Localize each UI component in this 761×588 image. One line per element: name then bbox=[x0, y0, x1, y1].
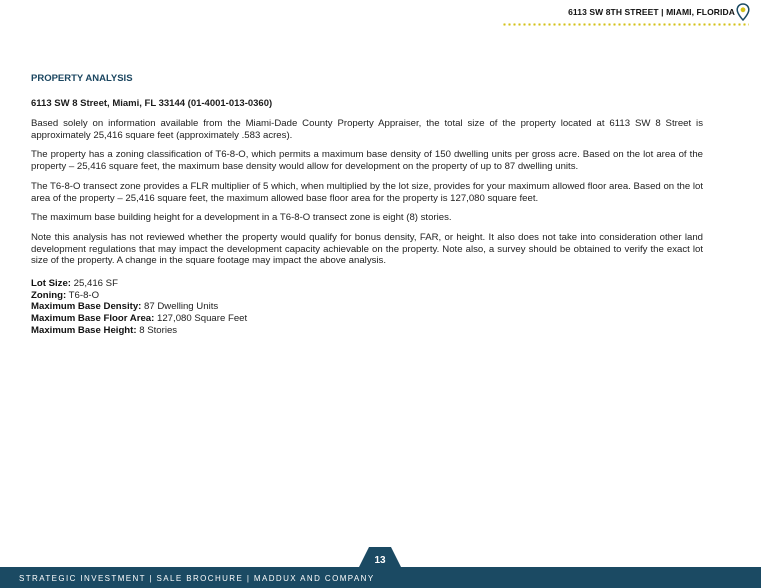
fact-label: Maximum Base Height: bbox=[31, 324, 137, 336]
paragraph-building-height: The maximum base building height for a development in a T6-8-O transect zone is eight (8) stories. bbox=[31, 212, 452, 224]
paragraph-floor-area: The T6-8-O transect zone provides a FLR multiplier of 5 which, when multiplied by the lot size, provides for your maximum allowed floor area. Based on the lot area of the property – 25,416 square feet, the maximum allowed base floor area for the property is 127,080 square feet. bbox=[31, 180, 703, 204]
header-address: 6113 SW 8TH STREET | MIAMI, FLORIDA bbox=[568, 7, 735, 17]
fact-label: Maximum Base Floor Area: bbox=[31, 313, 155, 325]
section-title: PROPERTY ANALYSIS bbox=[31, 73, 133, 84]
fact-lot-size bbox=[31, 278, 703, 290]
fact-label: Zoning: bbox=[31, 289, 67, 301]
fact-value: 25,416 SF bbox=[73, 278, 118, 290]
fact-max-density bbox=[31, 301, 703, 313]
paragraph-zoning-density: The property has a zoning classification of T6-8-O, which permits a maximum base density of 150 dwelling units per gross acre. Based on the lot area of the property – 25,416 square feet, the maximum base density would allow for development on the property of up to 87 dwelling units. bbox=[31, 149, 703, 173]
map-pin-icon bbox=[736, 3, 750, 21]
property-analysis-section bbox=[31, 73, 703, 337]
fact-max-floor-area bbox=[31, 313, 703, 325]
fact-zoning bbox=[31, 290, 703, 302]
key-facts-list bbox=[31, 278, 703, 337]
footer-bar bbox=[0, 567, 761, 588]
property-address-subtitle: 6113 SW 8 Street, Miami, FL 33144 (01-4001-013-0360) bbox=[31, 98, 273, 109]
paragraph-lot-size: Based solely on information available from the Miami-Dade County Property Appraiser, the total size of the property located at 6113 SW 8 Street is approximately 25,416 square feet (approximately .583 acres). bbox=[31, 118, 703, 141]
footer-text: STRATEGIC INVESTMENT | SALE BROCHURE | MADDUX AND COMPANY bbox=[19, 574, 375, 583]
fact-label: Maximum Base Density: bbox=[31, 301, 142, 313]
paragraph-disclaimer: Note this analysis has not reviewed whether the property would qualify for bonus density, FAR, or height. It also does not take into consideration other land development regulations that may impact the development capacity achievable on the property. Note also, a survey should be obtained to verify the exact lot size of the property. A change in the square footage may impact the above analysis. bbox=[31, 231, 703, 267]
fact-value: T6-8-O bbox=[68, 289, 100, 301]
page-number: 13 bbox=[374, 555, 386, 566]
fact-value: 127,080 Square Feet bbox=[157, 313, 248, 325]
fact-label: Lot Size: bbox=[31, 278, 71, 290]
header-dotted-divider bbox=[502, 23, 749, 26]
fact-max-height bbox=[31, 325, 703, 337]
fact-value: 87 Dwelling Units bbox=[144, 301, 219, 313]
fact-value: 8 Stories bbox=[139, 324, 178, 336]
